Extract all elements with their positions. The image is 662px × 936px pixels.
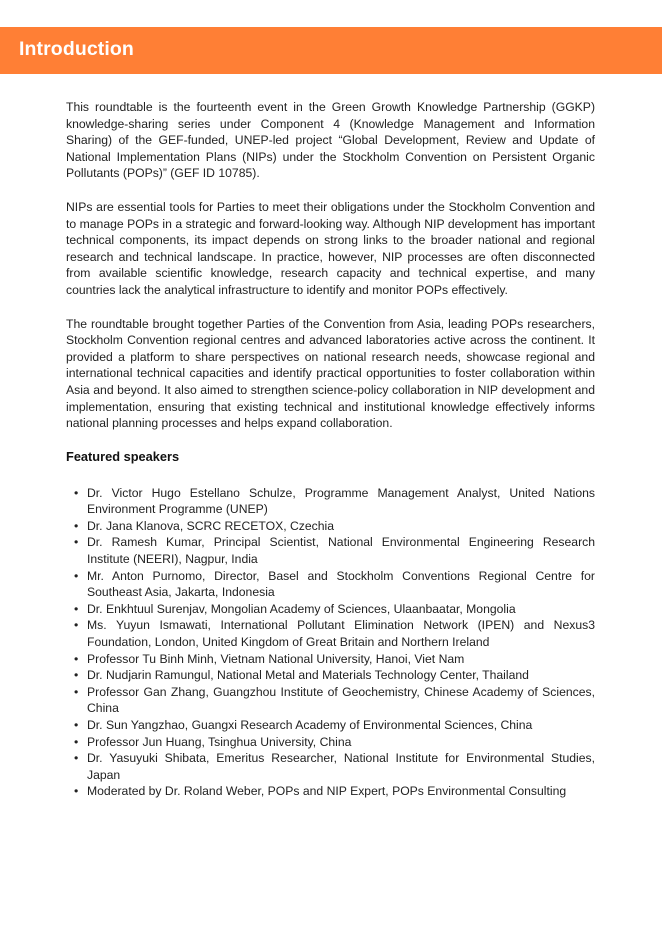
content-body xyxy=(66,99,595,800)
bullet-icon: • xyxy=(74,651,79,666)
speaker-text: Dr. Nudjarin Ramungul, National Metal and Materials Technology Center, Thailand xyxy=(87,668,529,683)
intro-paragraph-3: The roundtable brought together Parties of the Convention from Asia, leading POPs researchers, Stockholm Convention regional centres and advanced laboratories active across the continent. It provided a platform to share perspectives on national research needs, showcase regional and international technical capacities and identify practical opportunities to foster collaboration within Asia and beyond. It also aimed to strengthen science-policy collaboration in NIP development and implementation, ensuring that existing technical and institutional knowledge effectively informs national planning processes and helps expand collaboration. xyxy=(66,316,595,431)
speaker-item xyxy=(74,534,595,567)
speaker-item xyxy=(74,601,595,618)
speaker-item xyxy=(74,684,595,717)
speaker-text: Professor Jun Huang, Tsinghua University, China xyxy=(87,734,352,749)
bullet-icon: • xyxy=(74,618,79,633)
speaker-text: Professor Gan Zhang, Guangzhou Institute of Geochemistry, Chinese Academy of Sciences, China xyxy=(87,684,595,716)
speaker-item xyxy=(74,617,595,650)
intro-paragraph-2: NIPs are essential tools for Parties to meet their obligations under the Stockholm Convention and to manage POPs in a strategic and forward-looking way. Although NIP development has important technical components, its impact depends on strong links to the broader national and regional research and technical landscape. In practice, however, NIP processes are often disconnected from available scientific knowledge, research capacity and technical expertise, and many countries lack the analytical infrastructure to identify and monitor POPs effectively. xyxy=(66,199,595,297)
speaker-item xyxy=(74,734,595,751)
bullet-icon: • xyxy=(74,485,79,500)
featured-speakers-heading: Featured speakers xyxy=(66,448,180,464)
bullet-icon: • xyxy=(74,684,79,699)
speaker-item xyxy=(74,667,595,684)
speaker-item xyxy=(74,783,595,800)
speaker-item xyxy=(74,485,595,518)
bullet-icon: • xyxy=(74,568,79,583)
speaker-text: Dr. Victor Hugo Estellano Schulze, Programme Management Analyst, United Nations Environment Programme (UNEP) xyxy=(87,485,595,517)
bullet-icon: • xyxy=(74,734,79,749)
section-header-banner xyxy=(0,27,662,74)
section-title: Introduction xyxy=(19,38,134,60)
speaker-text: Dr. Ramesh Kumar, Principal Scientist, National Environmental Engineering Research Institute (NEERI), Nagpur, India xyxy=(87,535,595,567)
bullet-icon: • xyxy=(74,601,79,616)
speaker-item xyxy=(74,518,595,535)
speaker-text: Dr. Yasuyuki Shibata, Emeritus Researcher, National Institute for Environmental Studies, Japan xyxy=(87,751,595,782)
speaker-text: Professor Tu Binh Minh, Vietnam National University, Hanoi, Viet Nam xyxy=(87,651,465,666)
speaker-item xyxy=(74,750,595,783)
intro-paragraph-1: This roundtable is the fourteenth event in the Green Growth Knowledge Partnership (GGKP) knowledge-sharing series under Component 4 (Knowledge Management and Information Sharing) of the GEF-funded, UNEP-led project “Global Development, Review and Update of National Implementation Plans (NIPs) under the Stockholm Convention on Persistent Organic Pollutants (POPs)” (GEF ID 10785). xyxy=(66,100,595,181)
speaker-text: Moderated by Dr. Roland Weber, POPs and NIP Expert, POPs Environmental Consulting xyxy=(87,784,567,799)
speaker-text: Mr. Anton Purnomo, Director, Basel and Stockholm Conventions Regional Centre for Southeast Asia, Jakarta, Indonesia xyxy=(87,568,595,600)
speaker-text: Dr. Enkhtuul Surenjav, Mongolian Academy of Sciences, Ulaanbaatar, Mongolia xyxy=(87,601,516,616)
speaker-text: Dr. Jana Klanova, SCRC RECETOX, Czechia xyxy=(87,518,335,533)
bullet-icon: • xyxy=(74,784,79,799)
speaker-item xyxy=(74,568,595,601)
bullet-icon: • xyxy=(74,535,79,550)
speaker-text: Dr. Sun Yangzhao, Guangxi Research Academy of Environmental Sciences, China xyxy=(87,718,533,732)
speakers-list xyxy=(66,485,595,800)
speaker-item xyxy=(74,651,595,668)
bullet-icon: • xyxy=(74,751,79,766)
speaker-item xyxy=(74,717,595,734)
bullet-icon: • xyxy=(74,518,79,533)
bullet-icon: • xyxy=(74,668,79,683)
speaker-text: Ms. Yuyun Ismawati, International Pollutant Elimination Network (IPEN) and Nexus3 Foundation, London, United Kingdom of Great Britain and Northern Ireland xyxy=(87,618,595,650)
bullet-icon: • xyxy=(74,718,79,732)
